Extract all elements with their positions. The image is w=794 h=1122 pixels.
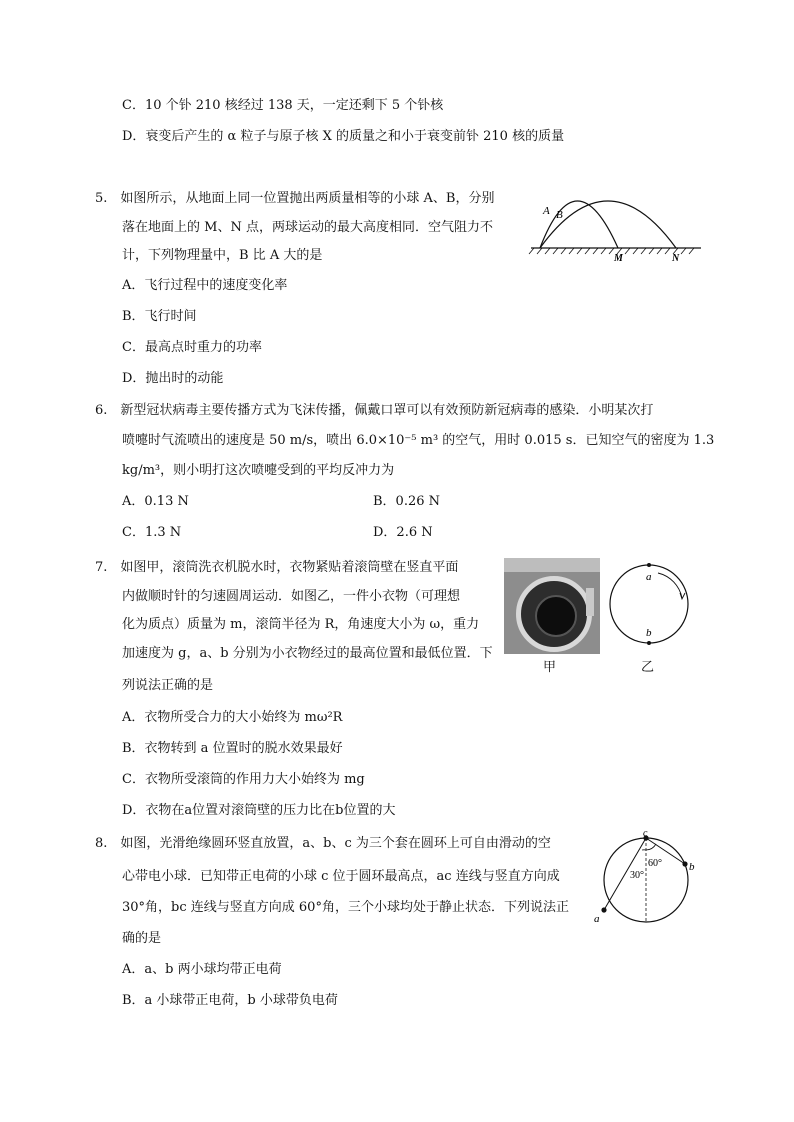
q7-circle-figure bbox=[604, 556, 694, 656]
q4-option-c: C．10 个钋 210 核经过 138 天，一定还剩下 5 个钋核 bbox=[122, 98, 444, 113]
q8-label-c: c bbox=[643, 830, 648, 839]
q7-stem-line2: 内做顺时针的匀速圆周运动．如图乙，一件小衣物（可理想 bbox=[122, 589, 461, 604]
q7-stem-line3: 化为质点）质量为 m，滚筒半径为 R，角速度大小为 ω，重力 bbox=[122, 617, 480, 632]
q7-stem-line4: 加速度为 g，a、b 分别为小衣物经过的最高位置和最低位置．下 bbox=[122, 646, 493, 661]
q7-option-a: A．衣物所受合力的大小始终为 mω²R bbox=[122, 710, 343, 725]
q6-option-d: D．2.6 N bbox=[373, 525, 433, 540]
q8-option-a: A．a、b 两小球均带正电荷 bbox=[122, 962, 282, 977]
q8-angle-30: 30° bbox=[630, 870, 644, 881]
washing-machine-photo bbox=[504, 558, 600, 654]
q8-option-b: B．a 小球带正电荷，b 小球带负电荷 bbox=[122, 993, 338, 1008]
q7-option-d: D．衣物在a位置对滚筒壁的压力比在b位置的大 bbox=[122, 803, 396, 818]
caption-jia: 甲 bbox=[543, 660, 557, 675]
q6-option-b: B．0.26 N bbox=[373, 494, 441, 509]
q5-option-b: B．飞行时间 bbox=[122, 309, 197, 324]
q8-stem-line2: 心带电小球．已知带正电荷的小球 c 位于圆环最高点，ac 连线与竖直方向成 bbox=[122, 869, 560, 884]
q8-angle-60: 60° bbox=[648, 858, 662, 869]
q5-label-m: M bbox=[614, 253, 623, 264]
q4-option-d: D．衰变后产生的 α 粒子与原子核 X 的质量之和小于衰变前钋 210 核的质量 bbox=[122, 129, 565, 144]
q7-label-a: a bbox=[646, 571, 652, 583]
q8-stem-line3: 30°角，bc 连线与竖直方向成 60°角，三个小球均处于静止状态．下列说法正 bbox=[122, 900, 569, 915]
q6-stem-line2: 喷嚏时气流喷出的速度是 50 m/s，喷出 6.0×10⁻⁵ m³ 的空气，用时 0.015 s．已知空气的密度为 1.3 bbox=[122, 433, 715, 448]
q5-stem-line3: 计，下列物理量中，B 比 A 大的是 bbox=[122, 248, 323, 263]
q5-label-a: A bbox=[543, 205, 550, 217]
q7-option-b: B．衣物转到 a 位置时的脱水效果最好 bbox=[122, 741, 343, 756]
q8-ring-figure bbox=[592, 830, 700, 926]
q8-stem-line4: 确的是 bbox=[122, 931, 162, 946]
q6-stem-line1: 6. 新型冠状病毒主要传播方式为飞沫传播，佩戴口罩可以有效预防新冠病毒的感染．小明某次打 bbox=[95, 403, 654, 418]
q7-label-b: b bbox=[646, 627, 652, 639]
q7-stem-line1: 7. 如图甲，滚筒洗衣机脱水时，衣物紧贴着滚筒壁在竖直平面 bbox=[95, 560, 459, 575]
q5-option-d: D．抛出时的动能 bbox=[122, 371, 224, 386]
q8-label-b: b bbox=[689, 861, 695, 873]
q6-stem-line3: kg/m³，则小明打这次喷嚏受到的平均反冲力为 bbox=[122, 463, 395, 478]
q8-label-a: a bbox=[594, 913, 600, 925]
caption-yi: 乙 bbox=[641, 660, 655, 675]
q7-option-c: C．衣物所受滚筒的作用力大小始终为 mg bbox=[122, 772, 365, 787]
q5-option-a: A．飞行过程中的速度变化率 bbox=[122, 278, 288, 293]
q5-option-c: C．最高点时重力的功率 bbox=[122, 340, 262, 355]
q5-label-b: B bbox=[556, 209, 563, 221]
q6-option-a: A．0.13 N bbox=[122, 494, 189, 509]
q6-option-c: C．1.3 N bbox=[122, 525, 182, 540]
q8-stem-line1: 8. 如图，光滑绝缘圆环竖直放置，a、b、c 为三个套在圆环上可自由滑动的空 bbox=[95, 836, 551, 851]
q5-stem-line1: 5. 如图所示，从地面上同一位置抛出两质量相等的小球 A、B，分别 bbox=[95, 191, 495, 206]
q5-stem-line2: 落在地面上的 M、N 点，两球运动的最大高度相同．空气阻力不 bbox=[122, 220, 493, 235]
q5-trajectory-figure bbox=[526, 180, 706, 264]
q7-stem-line5: 列说法正确的是 bbox=[122, 678, 214, 693]
q5-label-n: N bbox=[672, 253, 680, 264]
